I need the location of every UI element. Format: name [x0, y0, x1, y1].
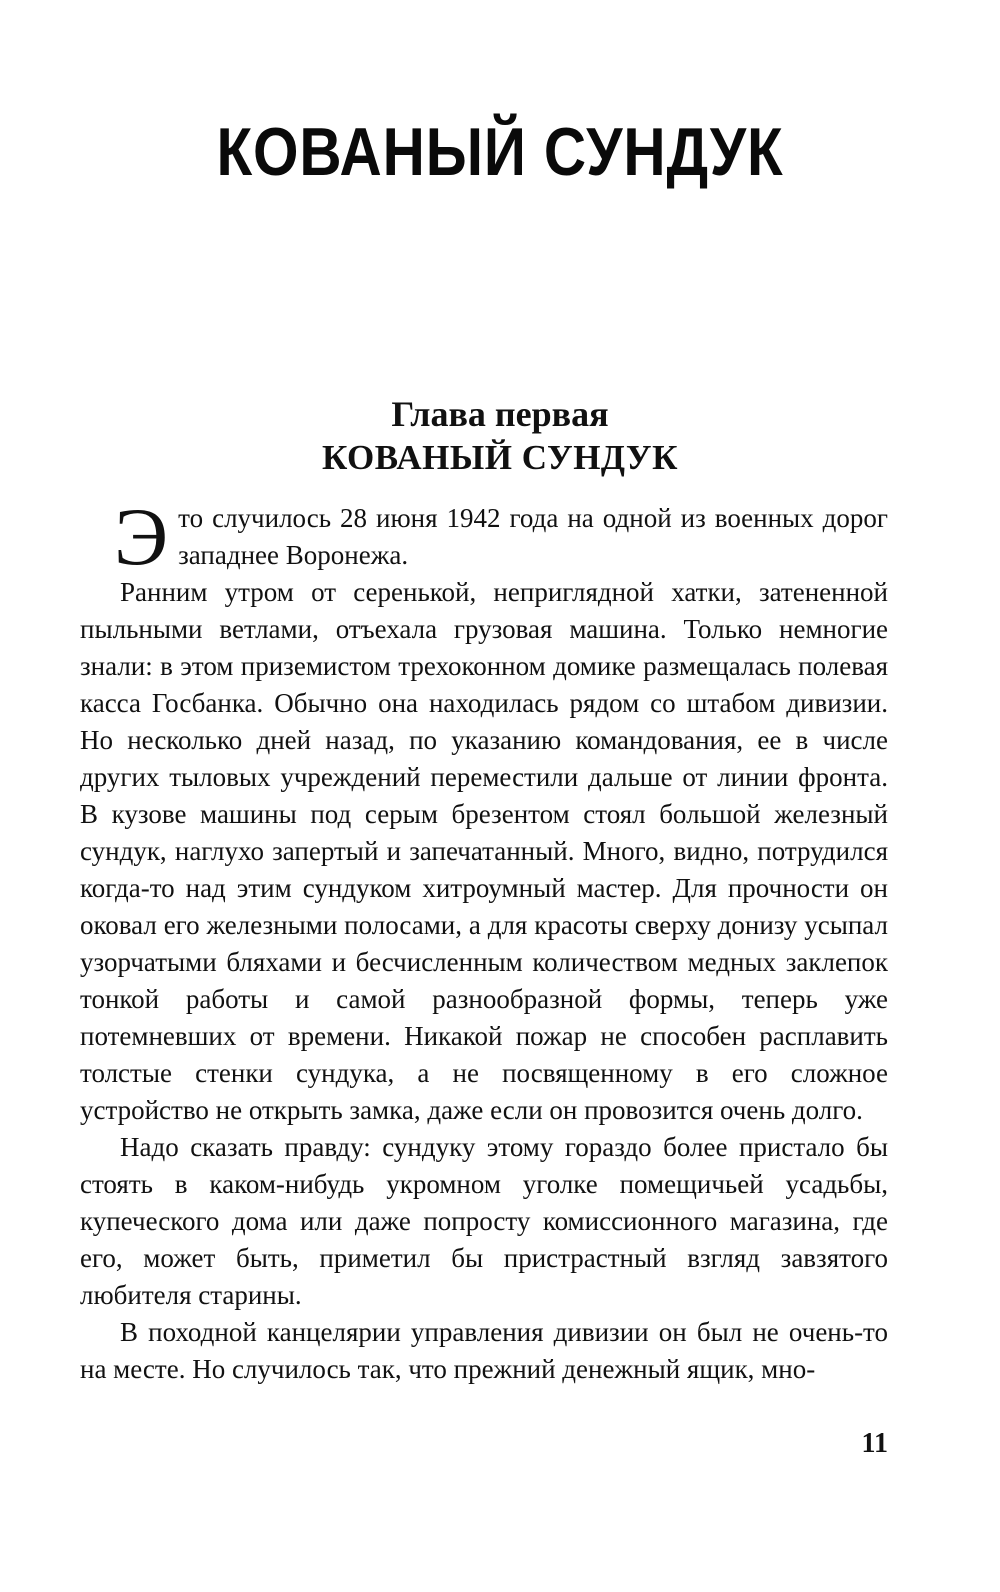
paragraph-3: Надо сказать правду: сундуку этому гораздо более пристало бы стоять в каком-нибудь укромном уголке помещичьей усадьбы, купеческого дома или даже попросту комиссионного магазина, где его, может быть, приметил бы пристрастный взгляд завзятого любителя старины. — [80, 1132, 888, 1310]
paragraph-2: Ранним утром от серенькой, неприглядной хатки, затененной пыльными ветлами, отъехала грузовая машина. Только немногие знали: в этом приземистом трехоконном домике размещалась полевая касса Госбанка. Обычно она находилась рядом со штабом дивизии. Но несколько дней назад, по указанию командования, ее в числе других тыловых учреждений переместили дальше от линии фронта. В кузове машины под серым брезентом стоял большой железный сундук, наглухо запертый и запечатанный. Много, видно, потрудился когда-то над этим сундуком хитроумный мастер. Для прочности он оковал его железными полосами, а для красоты сверху донизу усыпал узорчатыми бляхами и бесчисленным количеством медных заклепок тонкой работы и самой разнообразной формы, теперь уже потемневших от времени. Никакой пожар не способен расплавить толстые стенки сундука, а не посвященному в его сложное устройство не открыть замка, даже если он провозится очень долго. — [80, 577, 888, 1125]
drop-cap: Э — [114, 491, 169, 582]
chapter-title: КОВАНЫЙ СУНДУК — [321, 438, 678, 477]
chapter-number: Глава первая — [391, 394, 609, 434]
chapter-heading — [0, 392, 1000, 480]
page-number: 11 — [861, 1428, 888, 1459]
body-text — [80, 491, 888, 1388]
book-title: КОВАНЫЙ СУНДУК — [216, 114, 784, 190]
paragraph-1-text: то случилось 28 июня 1942 года на одной из военных дорог западнее Воронежа. — [178, 503, 888, 570]
paragraph-1 — [80, 491, 888, 582]
paragraph-4: В походной канцелярии управления дивизии он был не очень-то на месте. Но случилось так, что прежний денежный ящик, мно- — [80, 1317, 888, 1384]
